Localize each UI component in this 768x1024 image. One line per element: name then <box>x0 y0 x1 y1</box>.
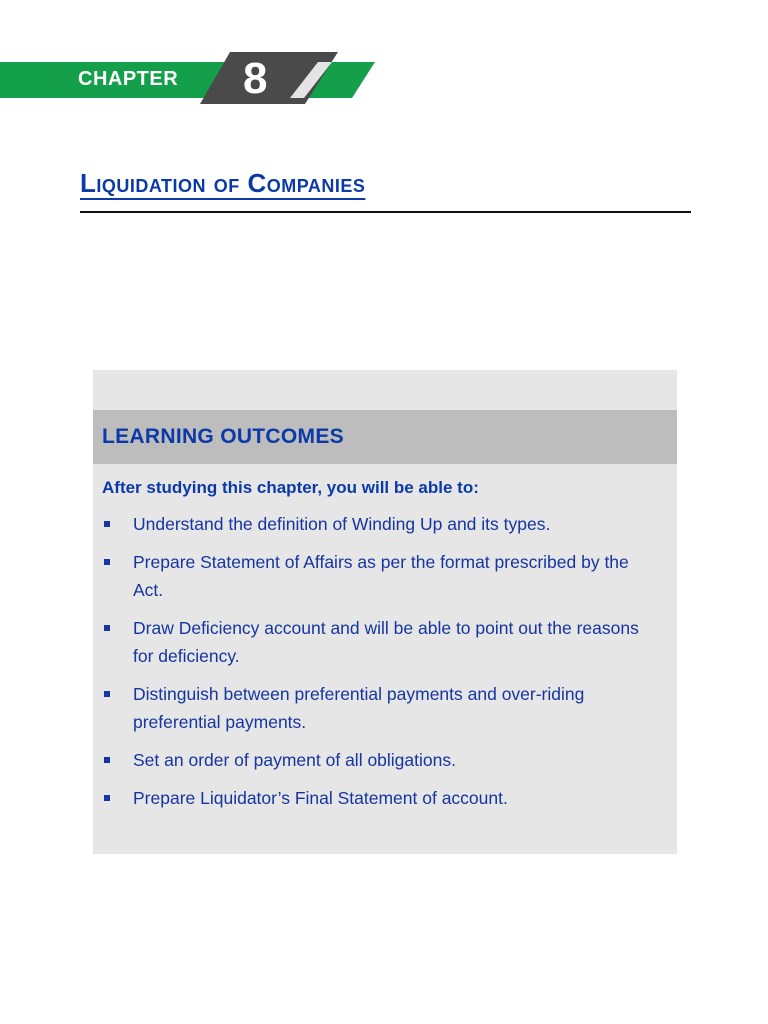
learning-outcomes-list <box>102 510 662 822</box>
list-item <box>102 680 662 736</box>
list-item <box>102 548 662 604</box>
list-item-text: Understand the definition of Winding Up and its types. <box>133 514 551 534</box>
learning-outcomes-header <box>93 410 677 464</box>
page-title: Liquidation of Companies <box>80 168 366 198</box>
chapter-label: CHAPTER <box>78 68 179 90</box>
list-item <box>102 510 662 538</box>
list-item <box>102 614 662 670</box>
list-item-text: Prepare Statement of Affairs as per the format prescribed by the Act. <box>133 552 629 600</box>
chapter-banner <box>0 52 400 104</box>
list-item <box>102 746 662 774</box>
chapter-banner-shape <box>0 52 400 104</box>
list-item-text: Set an order of payment of all obligations. <box>133 750 456 770</box>
title-underline <box>80 211 691 213</box>
learning-outcomes-heading: LEARNING OUTCOMES <box>102 425 344 448</box>
learning-outcomes-intro: After studying this chapter, you will be able to: <box>102 478 479 497</box>
chapter-number: 8 <box>243 54 268 103</box>
list-item-text: Distinguish between preferential payments and over-riding preferential payments. <box>133 684 585 732</box>
learning-outcomes-box <box>93 370 677 854</box>
bullet-icon <box>104 521 110 527</box>
bullet-icon <box>104 559 110 565</box>
list-item-text: Draw Deficiency account and will be able to point out the reasons for deficiency. <box>133 618 639 666</box>
bullet-icon <box>104 795 110 801</box>
bullet-icon <box>104 625 110 631</box>
list-item <box>102 784 662 812</box>
bullet-icon <box>104 757 110 763</box>
list-item-text: Prepare Liquidator’s Final Statement of account. <box>133 788 508 808</box>
bullet-icon <box>104 691 110 697</box>
